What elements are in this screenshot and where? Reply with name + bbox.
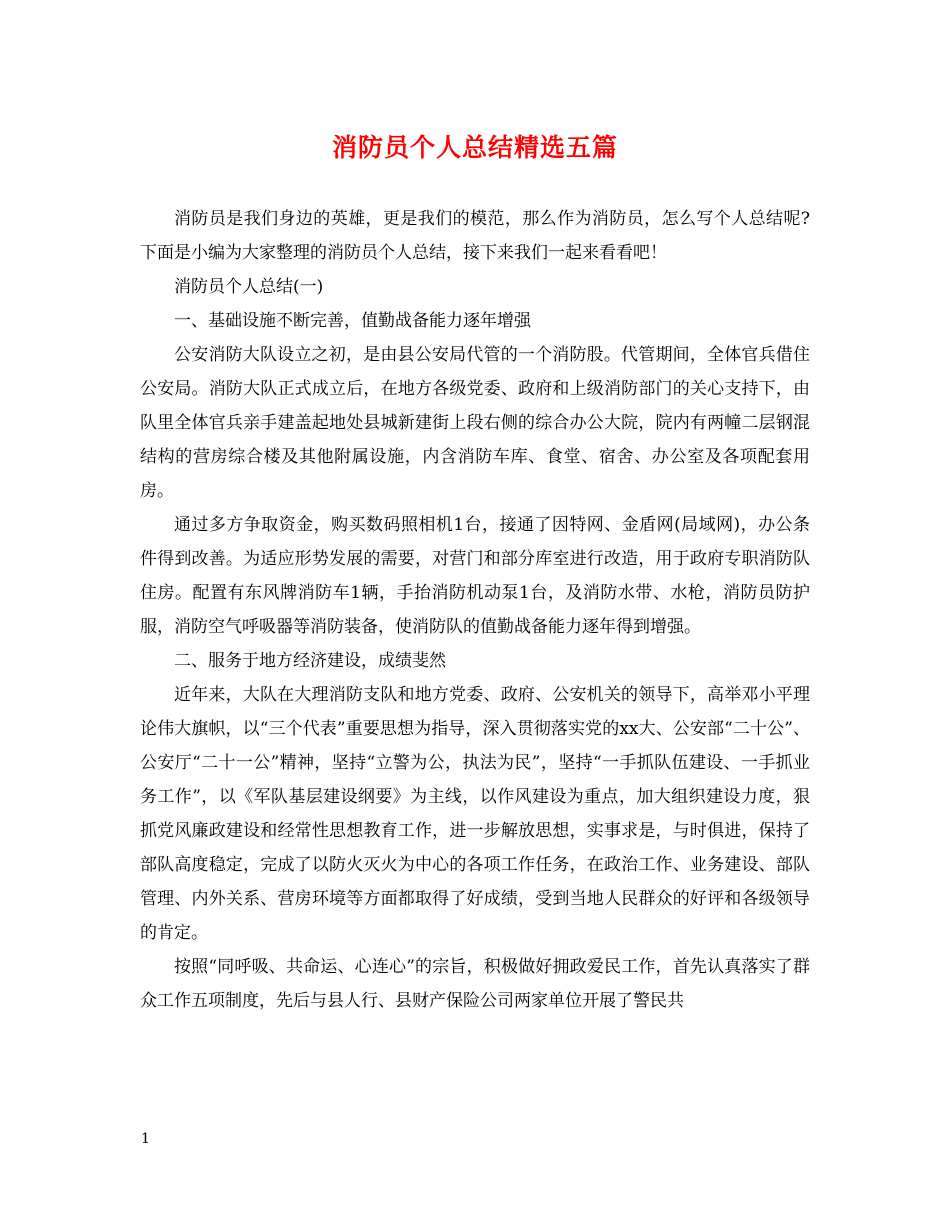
intro-paragraph: 消防员是我们身边的英雄，更是我们的模范，那么作为消防员，怎么写个人总结呢?下面是小编为大家整理的消防员个人总结，接下来我们一起来看看吧！ xyxy=(140,209,810,263)
paragraph-civil-relations: 按照“同呼吸、共命运、心连心”的宗旨，积极做好拥政爱民工作，首先认真落实了群众工作五项制度，先后与县人行、县财产保险公司两家单位开展了警民共 xyxy=(140,957,810,1011)
subheading-infrastructure: 一、基础设施不断完善，值勤战备能力逐年增强 xyxy=(174,311,531,331)
section-heading-summary-one: 消防员个人总结(一) xyxy=(174,277,324,297)
document-title: 消防员个人总结精选五篇 xyxy=(331,133,618,162)
paragraph-infrastructure-history: 公安消防大队设立之初，是由县公安局代管的一个消防股。代管期间，全体官兵借住公安局。消防大队正式成立后，在地方各级党委、政府和上级消防部门的关心支持下，由队里全体官兵亲手建盖起地处县城新建街上段右侧的综合办公大院，院内有两幢二层钢混结构的营房综合楼及其他附属设施，内含消防车库、食堂、宿舍、办公室及各项配套用房。 xyxy=(140,345,810,501)
paragraph-achievements: 近年来，大队在大理消防支队和地方党委、政府、公安机关的领导下，高举邓小平理论伟大旗帜，以“三个代表”重要思想为指导，深入贯彻落实党的xx大、公安部“二十公”、公安厅“二十一公”精神，坚持“立警为公，执法为民”，坚持“一手抓队伍建设、一手抓业务工作”，以《军队基层建设纲要》为主线，以作风建设为重点，加大组织建设力度，狠抓党风廉政建设和经常性思想教育工作，进一步解放思想，实事求是，与时俱进，保持了部队高度稳定，完成了以防火灭火为中心的各项工作任务，在政治工作、业务建设、部队管理、内外关系、营房环境等方面都取得了好成绩，受到当地人民群众的好评和各级领导的肯定。 xyxy=(140,685,810,943)
subheading-economic-service: 二、服务于地方经济建设，成绩斐然 xyxy=(174,651,446,671)
page-number: 1 xyxy=(141,1131,150,1147)
document-body xyxy=(140,202,810,1018)
paragraph-equipment: 通过多方争取资金，购买数码照相机1台，接通了因特网、金盾网(局域网)，办公条件得到改善。为适应形势发展的需要，对营门和部分库室进行改造，用于政府专职消防队住房。配置有东风牌消防车1辆，手抬消防机动泵1台，及消防水带、水枪，消防员防护服，消防空气呼吸器等消防装备，使消防队的值勤战备能力逐年得到增强。 xyxy=(140,515,810,637)
